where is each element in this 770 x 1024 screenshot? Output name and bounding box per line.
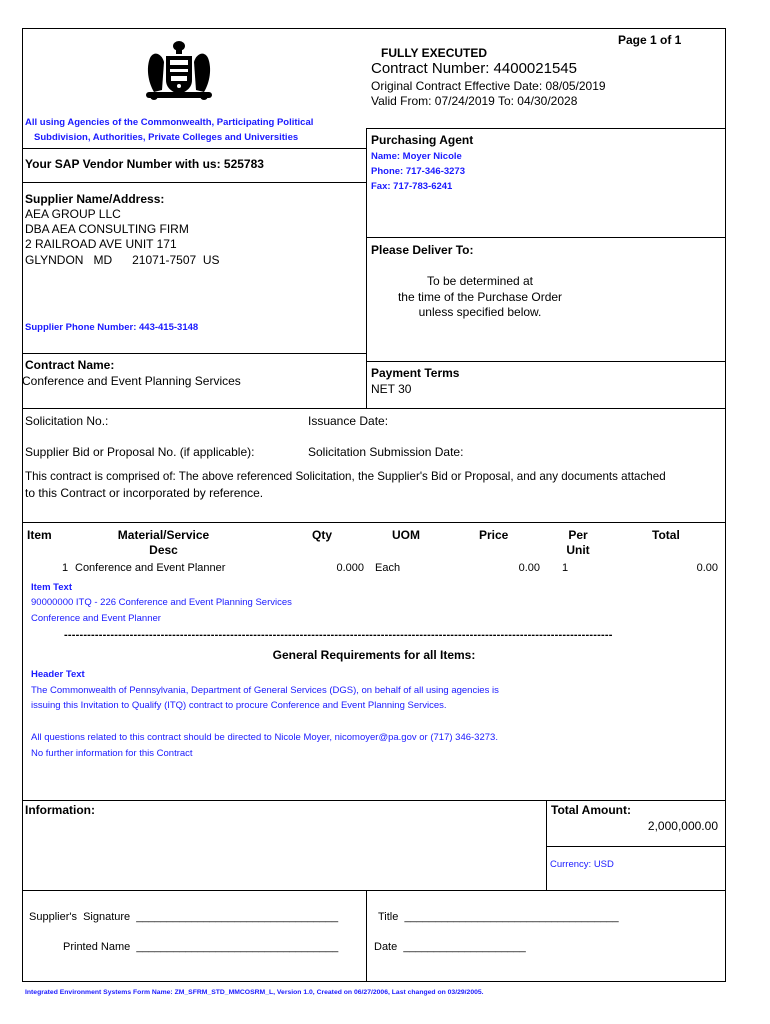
title-line: Title ___________________________________ <box>378 911 619 923</box>
supplier-bid-no: Supplier Bid or Proposal No. (if applicable): <box>25 445 255 459</box>
hline-payment-top <box>366 361 725 362</box>
col-per-2: Unit <box>566 543 590 557</box>
sap-vendor-number: Your SAP Vendor Number with us: 525783 <box>25 157 264 171</box>
supplier-line-4: GLYNDON MD 21071-7507 US <box>25 253 220 267</box>
col-item: Item <box>27 528 52 542</box>
information-label: Information: <box>25 803 95 817</box>
supplier-phone: Supplier Phone Number: 443-415-3148 <box>25 322 199 333</box>
col-material-1: Material/Service <box>117 528 210 542</box>
agent-name: Name: Moyer Nicole <box>371 151 462 162</box>
deliver-line-3: unless specified below. <box>418 305 542 319</box>
general-requirements-title: General Requirements for all Items: <box>272 648 476 662</box>
deliver-line-1: To be determined at <box>426 274 534 288</box>
total-amount-value: 2,000,000.00 <box>647 819 718 833</box>
vline-sign <box>366 890 367 981</box>
agencies-line-1: All using Agencies of the Commonwealth, Participating Political <box>25 117 314 128</box>
divider-top-vertical <box>366 128 367 408</box>
col-per-1: Per <box>568 528 588 542</box>
dash-separator: ---------------------------------------------------------------------------------------------------------------------------------------------- <box>64 629 613 641</box>
hline-info-top <box>22 800 725 801</box>
original-effective-date: Original Contract Effective Date: 08/05/2019 <box>371 79 606 93</box>
hline-agent-top <box>366 128 725 129</box>
supplier-signature-line: Supplier's Signature _________________________________ <box>29 911 339 923</box>
hline-table-top <box>22 522 725 523</box>
col-qty: Qty <box>312 528 333 542</box>
col-total: Total <box>652 528 680 542</box>
hline-solicitation-top <box>22 408 725 409</box>
commonwealth-seal-icon <box>140 36 218 102</box>
purchasing-agent-title: Purchasing Agent <box>371 133 474 147</box>
payment-terms-heading: Payment Terms <box>371 366 460 380</box>
hline-currency <box>546 846 725 847</box>
hline-contract-top <box>22 353 366 354</box>
col-material-2: Desc <box>149 543 178 557</box>
supplier-line-2: DBA AEA CONSULTING FIRM <box>25 222 189 236</box>
issuance-date: Issuance Date: <box>308 414 389 428</box>
row-per: 1 <box>562 562 569 574</box>
printed-name-line: Printed Name _________________________________ <box>63 941 339 953</box>
currency: Currency: USD <box>550 859 614 870</box>
agent-fax: Fax: 717-783-6241 <box>371 181 453 192</box>
solicitation-no: Solicitation No.: <box>25 414 109 428</box>
border-right <box>725 28 726 982</box>
header-text-2: issuing this Invitation to Qualify (ITQ) contract to procure Conference and Event Planning Services. <box>31 700 447 711</box>
item-text-2: Conference and Event Planner <box>31 613 161 624</box>
agencies-line-2: Subdivision, Authorities, Private Colleges and Universities <box>34 132 299 143</box>
row-price: 0.00 <box>518 562 540 574</box>
form-footer: Integrated Environment Systems Form Name: ZM_SFRM_STD_MMCOSRM_L, Version 1.0, Created on 06/27/2006, Last changed on 03/29/2005. <box>25 989 484 996</box>
row-item: 1 <box>62 562 69 574</box>
row-total: 0.00 <box>696 562 718 574</box>
header-text-1: The Commonwealth of Pennsylvania, Department of General Services (DGS), on behalf of all using agencies is <box>31 685 499 696</box>
hline-vendor-top <box>22 148 366 149</box>
row-desc: Conference and Event Planner <box>75 562 226 574</box>
header-text-4: No further information for this Contract <box>31 748 193 759</box>
header-text-3: All questions related to this contract should be directed to Nicole Moyer, nicomoyer@pa.gov or (717) 346-3273. <box>31 732 498 743</box>
deliver-line-2: the time of the Purchase Order <box>397 290 563 304</box>
contract-name-heading: Contract Name: <box>25 358 115 372</box>
deliver-heading: Please Deliver To: <box>371 243 474 257</box>
contract-name-value: Conference and Event Planning Services <box>22 374 241 388</box>
row-uom: Each <box>375 562 401 574</box>
border-left <box>22 28 23 982</box>
supplier-line-1: AEA GROUP LLC <box>25 207 121 221</box>
item-text-1: 90000000 ITQ - 226 Conference and Event Planning Services <box>31 597 292 608</box>
page-number: Page 1 of 1 <box>618 33 682 47</box>
total-amount-label: Total Amount: <box>551 803 631 817</box>
border-top <box>22 28 725 29</box>
comprised-line-2: to this Contract or incorporated by reference. <box>25 486 264 500</box>
vline-info <box>546 800 547 890</box>
hline-vendor-bottom <box>22 182 366 183</box>
payment-terms-value: NET 30 <box>371 382 412 396</box>
status-label: FULLY EXECUTED <box>381 46 488 60</box>
col-price: Price <box>479 528 509 542</box>
hline-sign-top <box>22 890 725 891</box>
hline-deliver-top <box>366 237 725 238</box>
agent-phone: Phone: 717-346-3273 <box>371 166 465 177</box>
item-text-label: Item Text <box>31 582 73 593</box>
submission-date: Solicitation Submission Date: <box>308 445 464 459</box>
contract-number: Contract Number: 4400021545 <box>371 60 577 77</box>
col-uom: UOM <box>392 528 420 542</box>
border-bottom <box>22 981 726 982</box>
comprised-line-1: This contract is comprised of: The above referenced Solicitation, the Supplier's Bid or Proposal, and any documents attached <box>25 470 666 483</box>
valid-dates: Valid From: 07/24/2019 To: 04/30/2028 <box>371 94 578 108</box>
date-line: Date ____________________ <box>374 941 526 953</box>
header-text-label: Header Text <box>31 669 85 680</box>
supplier-line-3: 2 RAILROAD AVE UNIT 171 <box>25 237 177 251</box>
supplier-heading: Supplier Name/Address: <box>25 192 165 206</box>
row-qty: 0.000 <box>336 562 364 574</box>
